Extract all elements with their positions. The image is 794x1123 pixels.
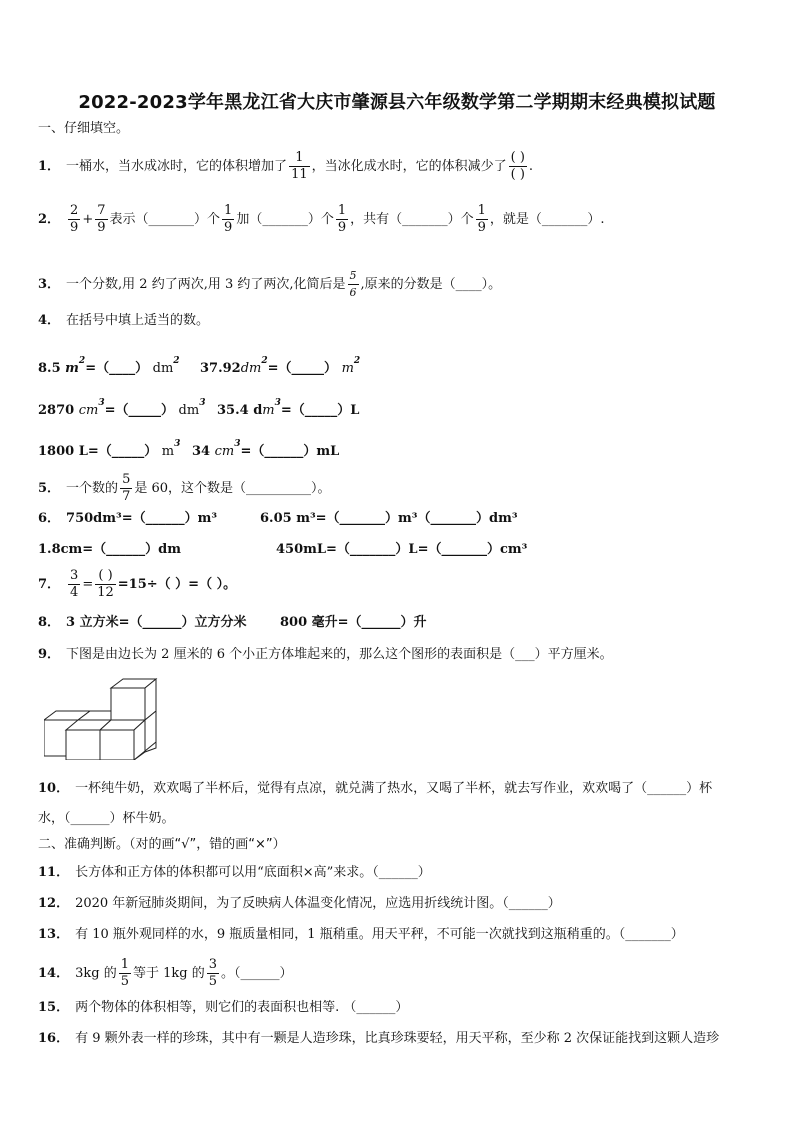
question-6c: 1.8cm=（______）dm <box>38 542 182 557</box>
page-title: 2022-2023学年黑龙江省大庆市肇源县六年级数学第二学期期末经典模拟试题 <box>78 92 716 113</box>
question-7: 7． $\frac{3}{4}$ = $\frac{( )}{12}$ =15÷（ ）=（ ）。 <box>38 568 237 600</box>
fraction: $\frac{1}{9}$ <box>337 203 347 235</box>
question-3: 3． 一个分数,用 2 约了两次,用 3 约了两次,化简后是 $\frac{5}{6}$ ,原来的分数是（____）。 <box>38 269 502 299</box>
question-4: 4． 在括号中填上适当的数。 <box>38 313 210 328</box>
fraction: $\frac{7}{9}$ <box>97 203 106 235</box>
fraction: $\frac{3}{4}$ <box>70 568 79 600</box>
section-heading-1: 一、仔细填空。 <box>38 121 130 136</box>
fraction: $\frac{2}{9}$ <box>70 203 79 235</box>
fraction: $\frac{3}{5}$ <box>208 957 218 989</box>
section-heading-2: 二、准确判断。（对的画“√”，错的画“×”） <box>38 837 286 852</box>
fraction: $\frac{1}{9}$ <box>477 203 486 235</box>
question-number: 1． <box>38 159 61 174</box>
fraction: $\frac{1}{11}$ <box>291 150 308 182</box>
question-13: 13． 有 10 瓶外观同样的水，9 瓶质量相同，1 瓶稍重。用天平秤，不可能一次就找到这瓶稍重的。（_______） <box>38 927 684 942</box>
fraction: $\frac{1}{5}$ <box>120 957 129 989</box>
question-1: 1． 一桶水，当水成冰时，它的体积增加了 $\frac{1}{11}$ ，当冰化成水时，它的体积减少了 $\frac{( )}{( )}$ . <box>38 150 534 182</box>
unit-conversion-row-3b: 34 $cm^3=(\_\_\_\_\_\_)mL$ <box>192 439 340 459</box>
question-6a: 6． 750dm³=（______）m³ <box>38 511 218 526</box>
question-6d: 450mL=（_______）L=（_______）cm³ <box>276 542 528 557</box>
question-16: 16． 有 9 颗外表一样的珍珠，其中有一颗是人造珍珠，比真珍珠要轻，用天平称，至少称 2 次保证能找到这颗人造珍 <box>38 1031 720 1046</box>
question-number: 2． <box>38 212 61 227</box>
question-11: 11． 长方体和正方体的体积都可以用“底面积×高”来求。（______） <box>38 865 431 880</box>
unit-conversion-row-2b: 35.4 $dm^3=(\_\_\_\_\_)L$ <box>217 398 360 418</box>
question-6b: 6.05 m³=（_______）m³（_______）dm³ <box>260 511 518 526</box>
question-8a: 8． 3 立方米=（______）立方分米 <box>38 615 247 630</box>
fraction: $\frac{5}{7}$ <box>122 472 131 504</box>
question-10-line2: 水，（______）杯牛奶。 <box>38 811 175 826</box>
question-5: 5． 一个数的 $\frac{5}{7}$ 是 60，这个数是（__________）。 <box>38 472 331 504</box>
question-14: 14． 3kg 的 $\frac{1}{5}$ 等于 1kg 的 $\frac{3}{5}$ 。（______） <box>38 957 293 989</box>
fraction: $\frac{1}{9}$ <box>224 203 233 235</box>
question-2: 2． $\frac{2}{9}$ + $\frac{7}{9}$ 表示（_______）个 $\frac{1}{9}$ 加（_______）个 $\frac{1}{9}$ ，共有（_______）个 $\frac{1}{9}$ ，就是（_______）. <box>38 203 605 235</box>
question-12: 12． 2020 年新冠肺炎期间，为了反映病人体温变化情况，应选用折线统计图。（______） <box>38 896 561 911</box>
answer-fraction-blank[interactable]: $\frac{( )}{12}$ <box>97 568 114 600</box>
question-10-line1: 10． 一杯纯牛奶，欢欢喝了半杯后，觉得有点凉，就兑满了热水，又喝了半杯，就去写作业，欢欢喝了（______）杯 <box>38 781 713 796</box>
unit-conversion-row-3a: 1800 L=（_____） $m^3$ <box>38 439 181 459</box>
stacked-cubes-figure <box>44 676 164 760</box>
question-8b: 800 毫升=（______）升 <box>280 615 427 630</box>
fraction: $\frac{5}{6}$ <box>349 269 357 299</box>
question-9: 9． 下图是由边长为 2 厘米的 6 个小正方体堆起来的，那么这个图形的表面积是（___）平方厘米。 <box>38 647 613 662</box>
unit-conversion-row-1a: 8.5 $m^2=(\_\_\_\_)$ $dm^2$ <box>38 356 180 376</box>
question-15: 15． 两个物体的体积相等，则它们的表面积也相等. （______） <box>38 1000 409 1015</box>
unit-conversion-row-1b: $37.92dm^2=(\_\_\_\_\_)$ $m^2$ <box>200 356 361 376</box>
answer-fraction-blank[interactable]: $\frac{( )}{( )}$ <box>510 150 525 182</box>
unit-conversion-row-2a: 2870 $cm^3=(\_\_\_\_\_)$ $dm^3$ <box>38 398 206 418</box>
